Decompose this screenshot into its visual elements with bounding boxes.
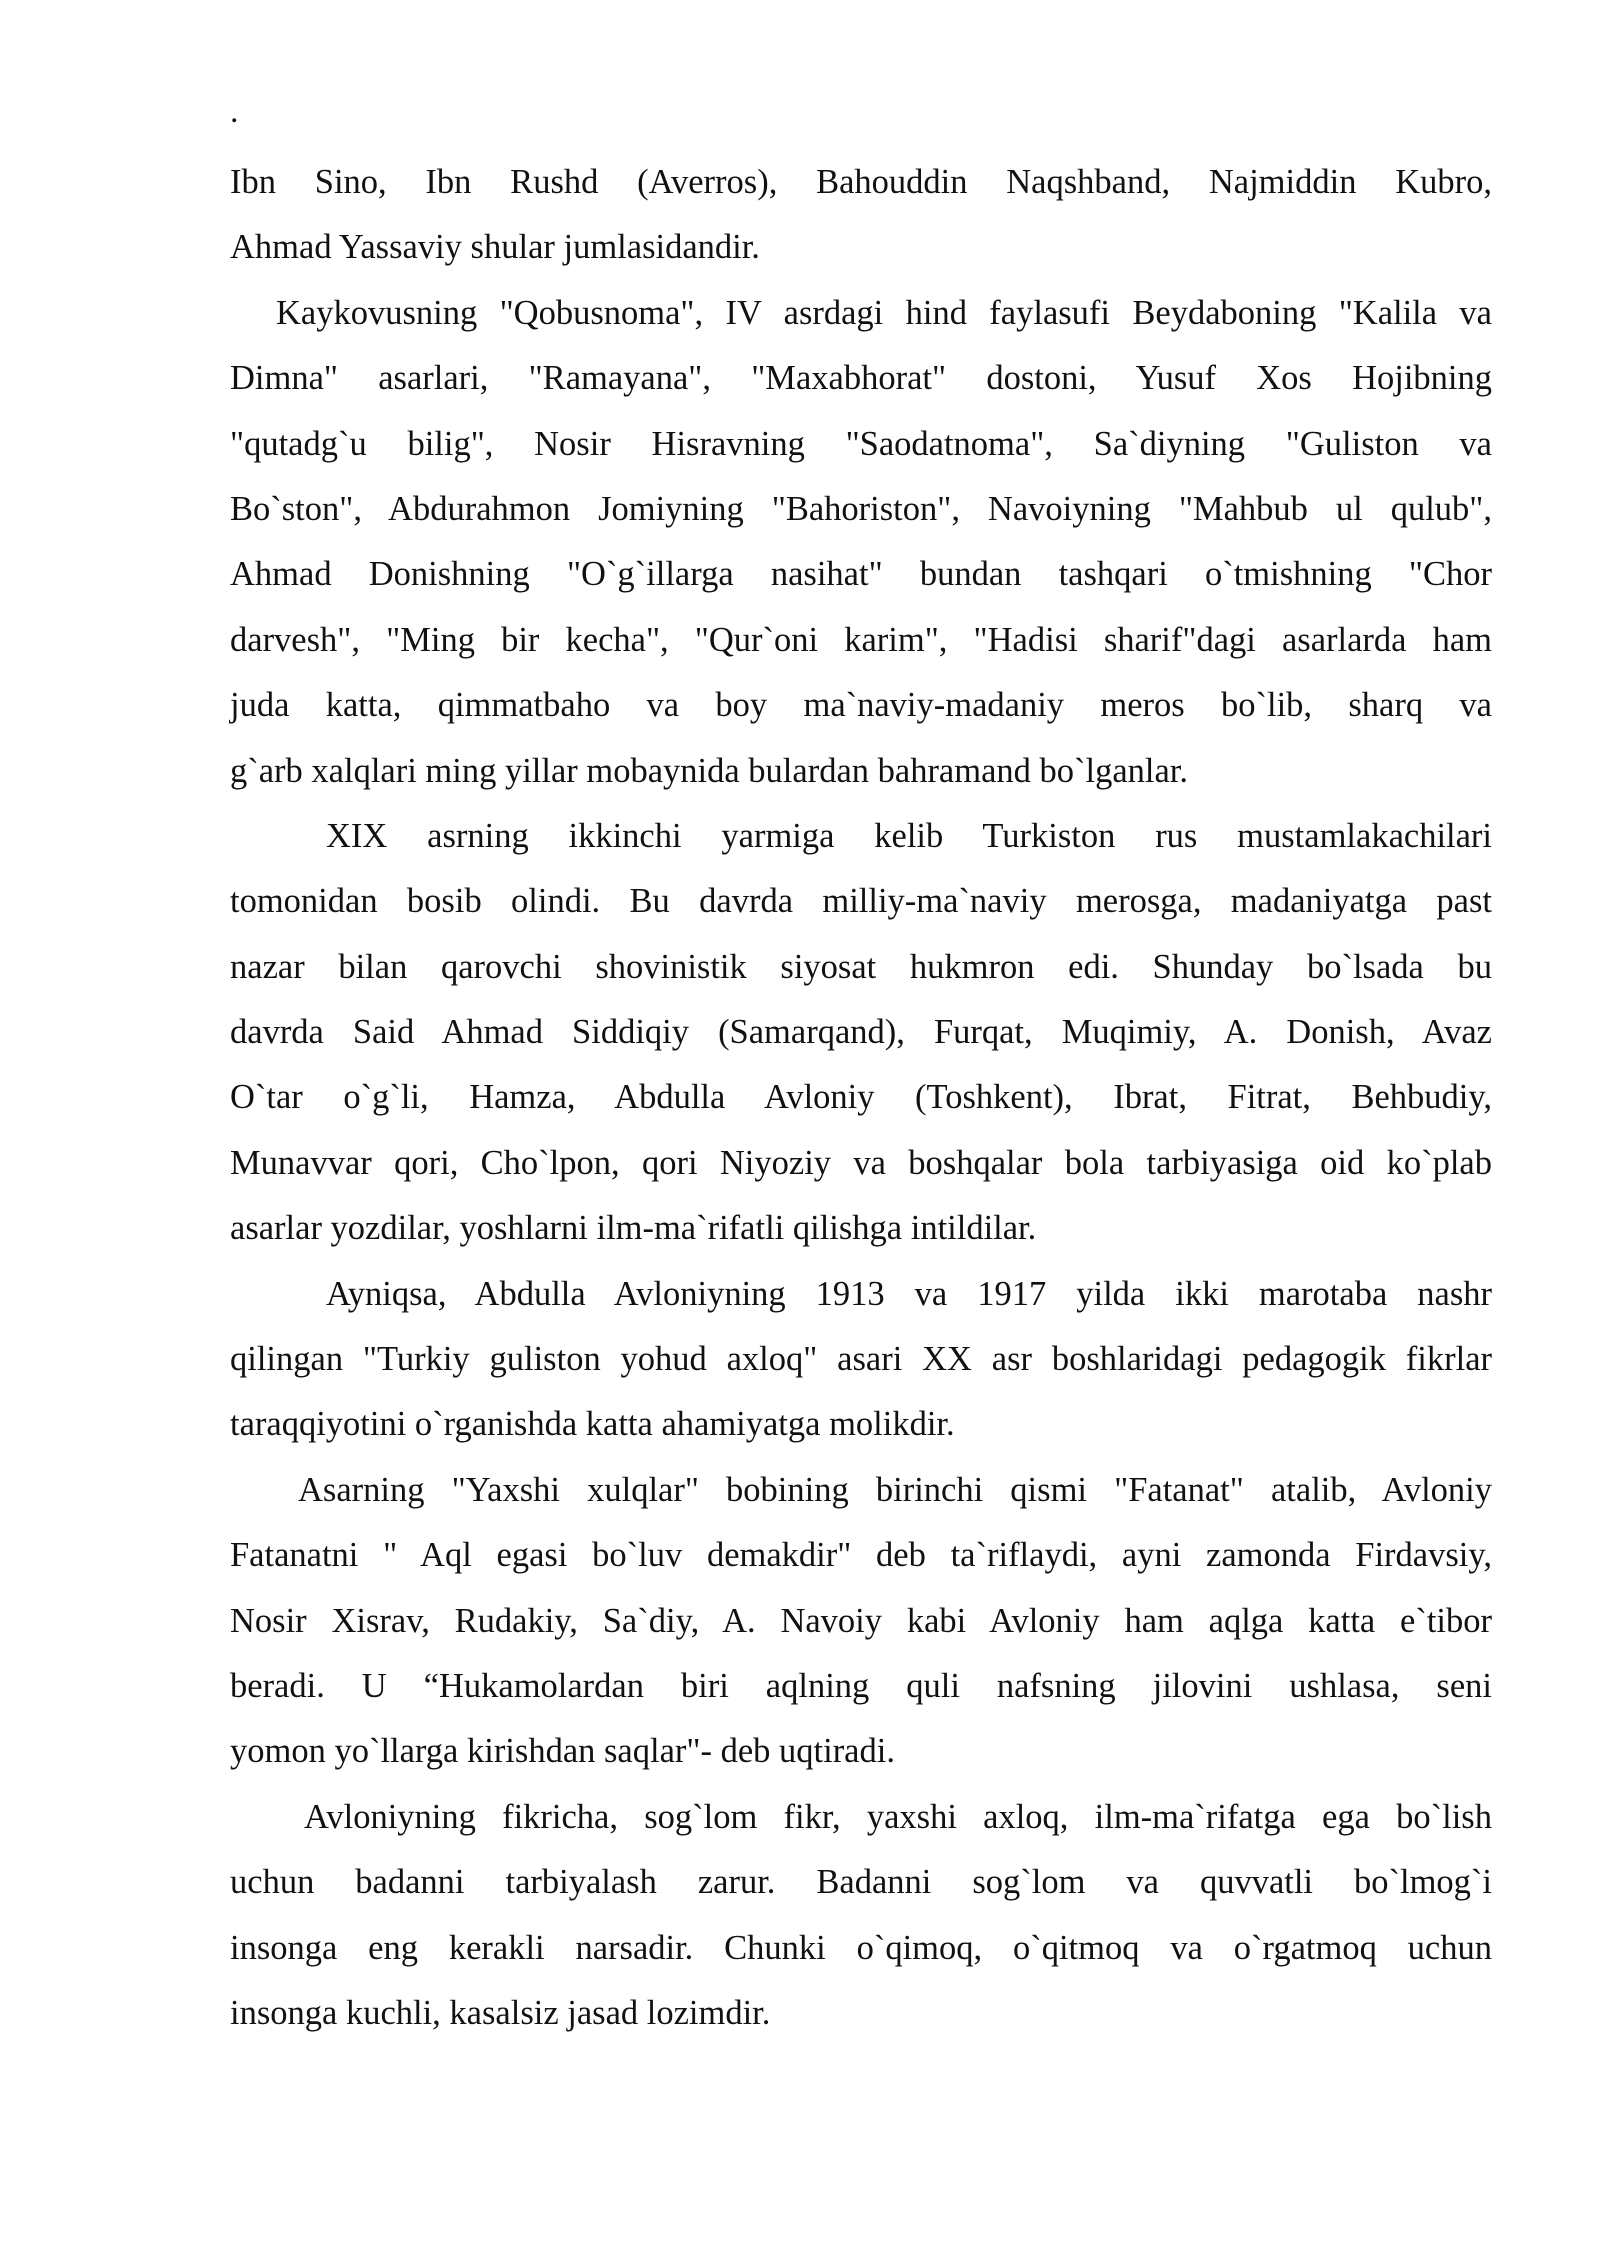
text-line: davrda Said Ahmad Siddiqiy (Samarqand), Furqat, Muqimiy, A. Donish, Avaz: [230, 1013, 1492, 1052]
text-line: asarlar yozdilar, yoshlarni ilm-ma`rifatli qilishga intildilar.: [230, 1209, 1037, 1248]
text-line: darvesh", "Ming bir kecha", "Qur`oni karim", "Hadisi sharif"dagi asarlarda ham: [230, 620, 1492, 659]
text-line: Ayniqsa, Abdulla Avloniyning 1913 va 1917 yilda ikki marotaba nashr: [326, 1274, 1492, 1313]
text-line: Avloniyning fikricha, sog`lom fikr, yaxshi axloq, ilm-ma`rifatga ega bo`lish: [304, 1797, 1492, 1836]
text-line: Ahmad Yassaviy shular jumlasidandir.: [230, 228, 760, 267]
text-line: uchun badanni tarbiyalash zarur. Badanni sog`lom va quvvatli bo`lmog`i: [230, 1863, 1492, 1902]
text-line: O`tar o`g`li, Hamza, Abdulla Avloniy (Toshkent), Ibrat, Fitrat, Behbudiy,: [230, 1078, 1492, 1117]
text-line: XIX asrning ikkinchi yarmiga kelib Turkiston rus mustamlakachilari: [326, 816, 1492, 855]
text-line: "qutadg`u bilig", Nosir Hisravning "Saodatnoma", Sa`diyning "Guliston va: [230, 424, 1492, 463]
text-line: beradi. U “Hukamolardan biri aqlning quli nafsning jilovini ushlasa, seni: [230, 1666, 1492, 1705]
text-line: Nosir Xisrav, Rudakiy, Sa`diy, A. Navoiy kabi Avloniy ham aqlga katta e`tibor: [230, 1601, 1492, 1640]
text-line: insonga kuchli, kasalsiz jasad lozimdir.: [230, 1993, 771, 2032]
text-line: nazar bilan qarovchi shovinistik siyosat hukmron edi. Shunday bo`lsada bu: [230, 947, 1492, 986]
document-body: [230, 150, 1492, 2046]
text-line: yomon yo`llarga kirishdan saqlar"- deb uqtiradi.: [230, 1732, 895, 1771]
text-line: Dimna" asarlari, "Ramayana", "Maxabhorat" dostoni, Yusuf Xos Hojibning: [230, 359, 1492, 398]
text-line: Fatanatni " Aql egasi bo`luv demakdir" deb ta`riflaydi, ayni zamonda Firdavsiy,: [230, 1536, 1492, 1575]
text-line: Bo`ston", Abdurahmon Jomiyning "Bahoriston", Navoiyning "Mahbub ul qulub",: [230, 489, 1492, 528]
text-line: Asarning "Yaxshi xulqlar" bobining birinchi qismi "Fatanat" atalib, Avloniy: [298, 1470, 1492, 1509]
text-line: juda katta, qimmatbaho va boy ma`naviy-madaniy meros bo`lib, sharq va: [230, 686, 1492, 725]
text-line: g`arb xalqlari ming yillar mobaynida bulardan bahramand bo`lganlar.: [230, 751, 1189, 790]
text-line: Kaykovusning "Qobusnoma", IV asrdagi hind faylasufi Beydaboning "Kalila va: [276, 293, 1492, 332]
text-line: Ahmad Donishning "O`g`illarga nasihat" bundan tashqari o`tmishning "Chor: [230, 555, 1492, 594]
text-line: insonga eng kerakli narsadir. Chunki o`qimoq, o`qitmoq va o`rgatmoq uchun: [230, 1928, 1492, 1967]
text-line: taraqqiyotini o`rganishda katta ahamiyatga molikdir.: [230, 1405, 955, 1444]
page-marker: .: [230, 93, 239, 130]
text-line: tomonidan bosib olindi. Bu davrda milliy-ma`naviy merosga, madaniyatga past: [230, 882, 1492, 921]
text-line: Munavvar qori, Cho`lpon, qori Niyoziy va boshqalar bola tarbiyasiga oid ko`plab: [230, 1143, 1492, 1182]
text-line: Ibn Sino, Ibn Rushd (Averros), Bahouddin Naqshband, Najmiddin Kubro,: [230, 163, 1492, 201]
text-line: qilingan "Turkiy guliston yohud axloq" asari XX asr boshlaridagi pedagogik fikrlar: [230, 1340, 1492, 1379]
